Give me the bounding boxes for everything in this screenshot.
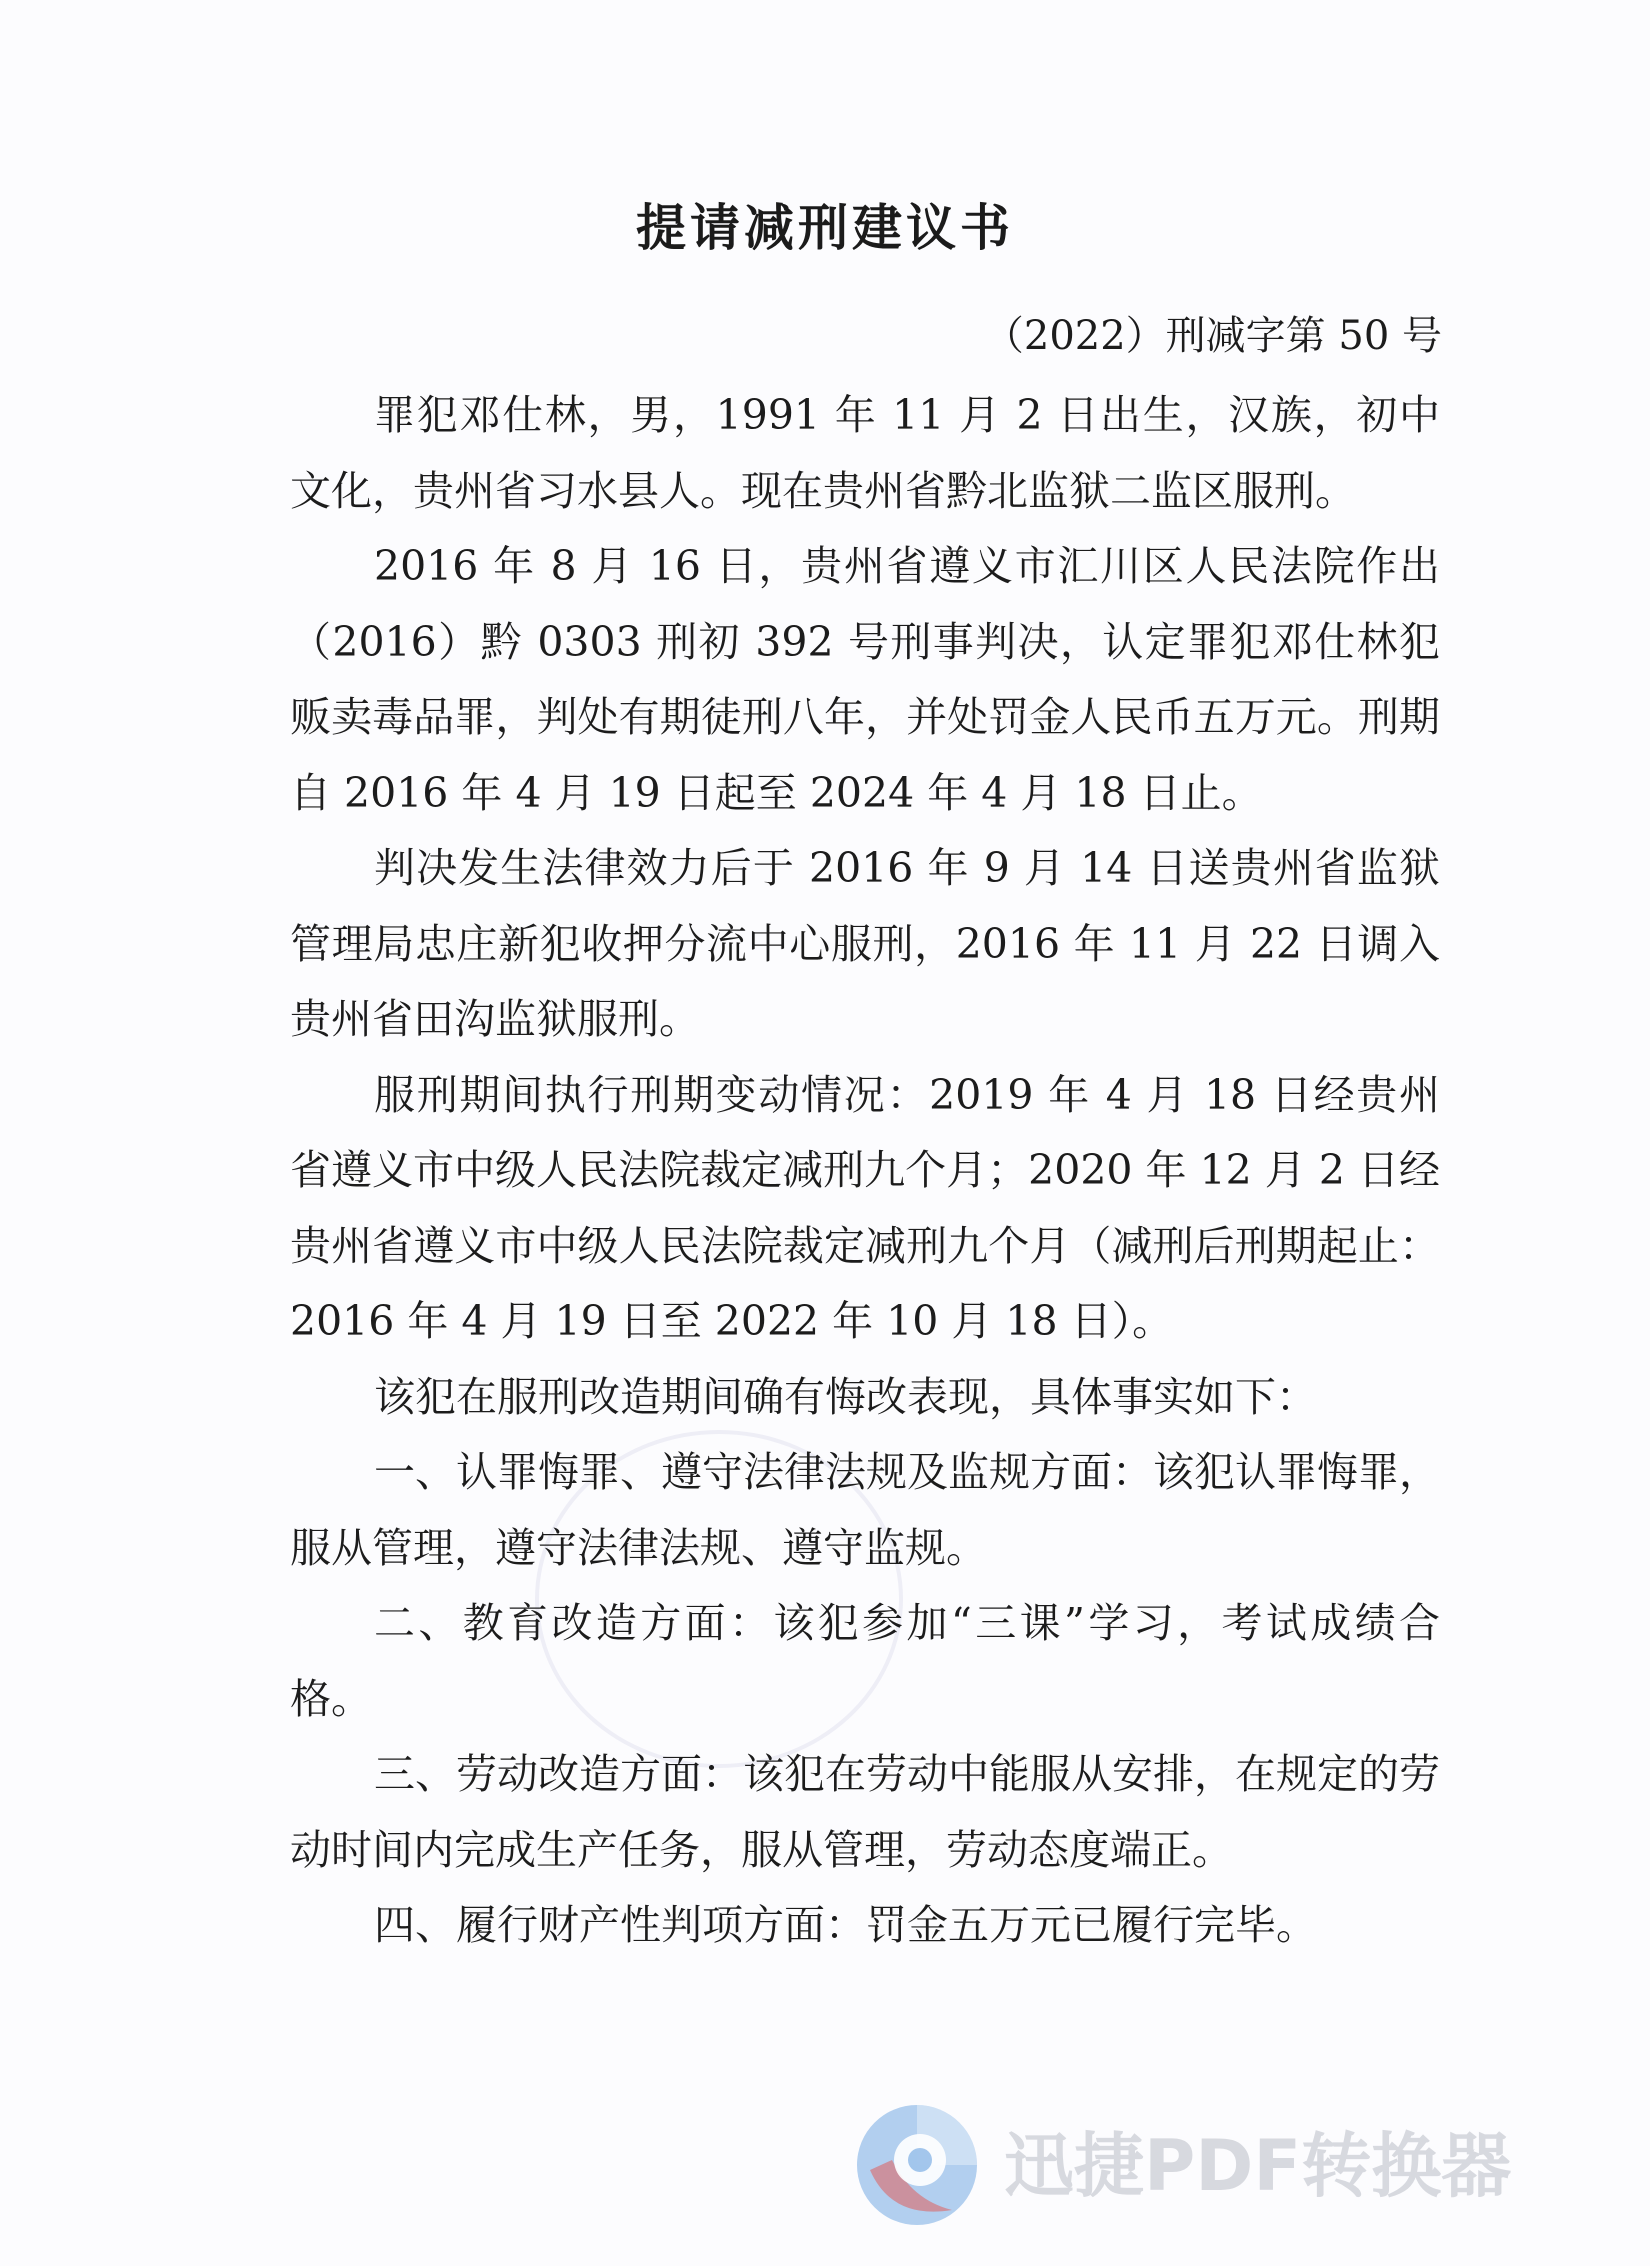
paragraph-criminal-info: 罪犯邓仕林，男，1991 年 11 月 2 日出生，汉族，初中文化，贵州省习水县人。现在贵州省黔北监狱二监区服刑。 (290, 391, 1440, 515)
paragraph-item-2: 二、教育改造方面：该犯参加“三课”学习，考试成绩合格。 (290, 1599, 1440, 1723)
paragraph-repentance-intro: 该犯在服刑改造期间确有悔改表现，具体事实如下： (374, 1372, 1317, 1421)
paragraph-item-3: 三、劳动改造方面：该犯在劳动中能服从安排，在规定的劳动时间内完成生产任务，服从管理，劳动态度端正。 (290, 1750, 1440, 1874)
paragraph-item-4: 四、履行财产性判项方面：罚金五万元已履行完毕。 (374, 1901, 1317, 1949)
xunjie-logo-icon (852, 2100, 982, 2230)
paragraph-item-1: 一、认罪悔罪、遵守法律法规及监规方面：该犯认罪悔罪，服从管理，遵守法律法规、遵守监规。 (290, 1448, 1440, 1572)
watermark (852, 2100, 1632, 2230)
paragraph-sentence-changes: 服刑期间执行刑期变动情况：2019 年 4 月 18 日经贵州省遵义市中级人民法院裁定减刑九个月；2020 年 12 月 2 日经贵州省遵义市中级人民法院裁定减刑九个月（减刑后刑期起止：2016 年 4 月 19 日至 2022 年 10 月 18 日）。 (290, 1070, 1440, 1345)
document-title: 提请减刑建议书 (636, 199, 1014, 257)
paragraph-judgment: 2016 年 8 月 16 日，贵州省遵义市汇川区人民法院作出（2016）黔 0303 刑初 392 号刑事判决，认定罪犯邓仕林犯贩卖毒品罪，判处有期徒刑八年，并处罚金人民币五万元。刑期自 2016 年 4 月 19 日起至 2024 年 4 月 18 日止。 (290, 542, 1440, 817)
document-body (290, 378, 1440, 1964)
document-number: （2022）刑减字第 50 号 (983, 313, 1442, 359)
paragraph-transfer: 判决发生法律效力后于 2016 年 9 月 14 日送贵州省监狱管理局忠庄新犯收押分流中心服刑，2016 年 11 月 22 日调入贵州省田沟监狱服刑。 (290, 844, 1440, 1043)
watermark-text: 迅捷PDF转换器 (1004, 2125, 1512, 2207)
